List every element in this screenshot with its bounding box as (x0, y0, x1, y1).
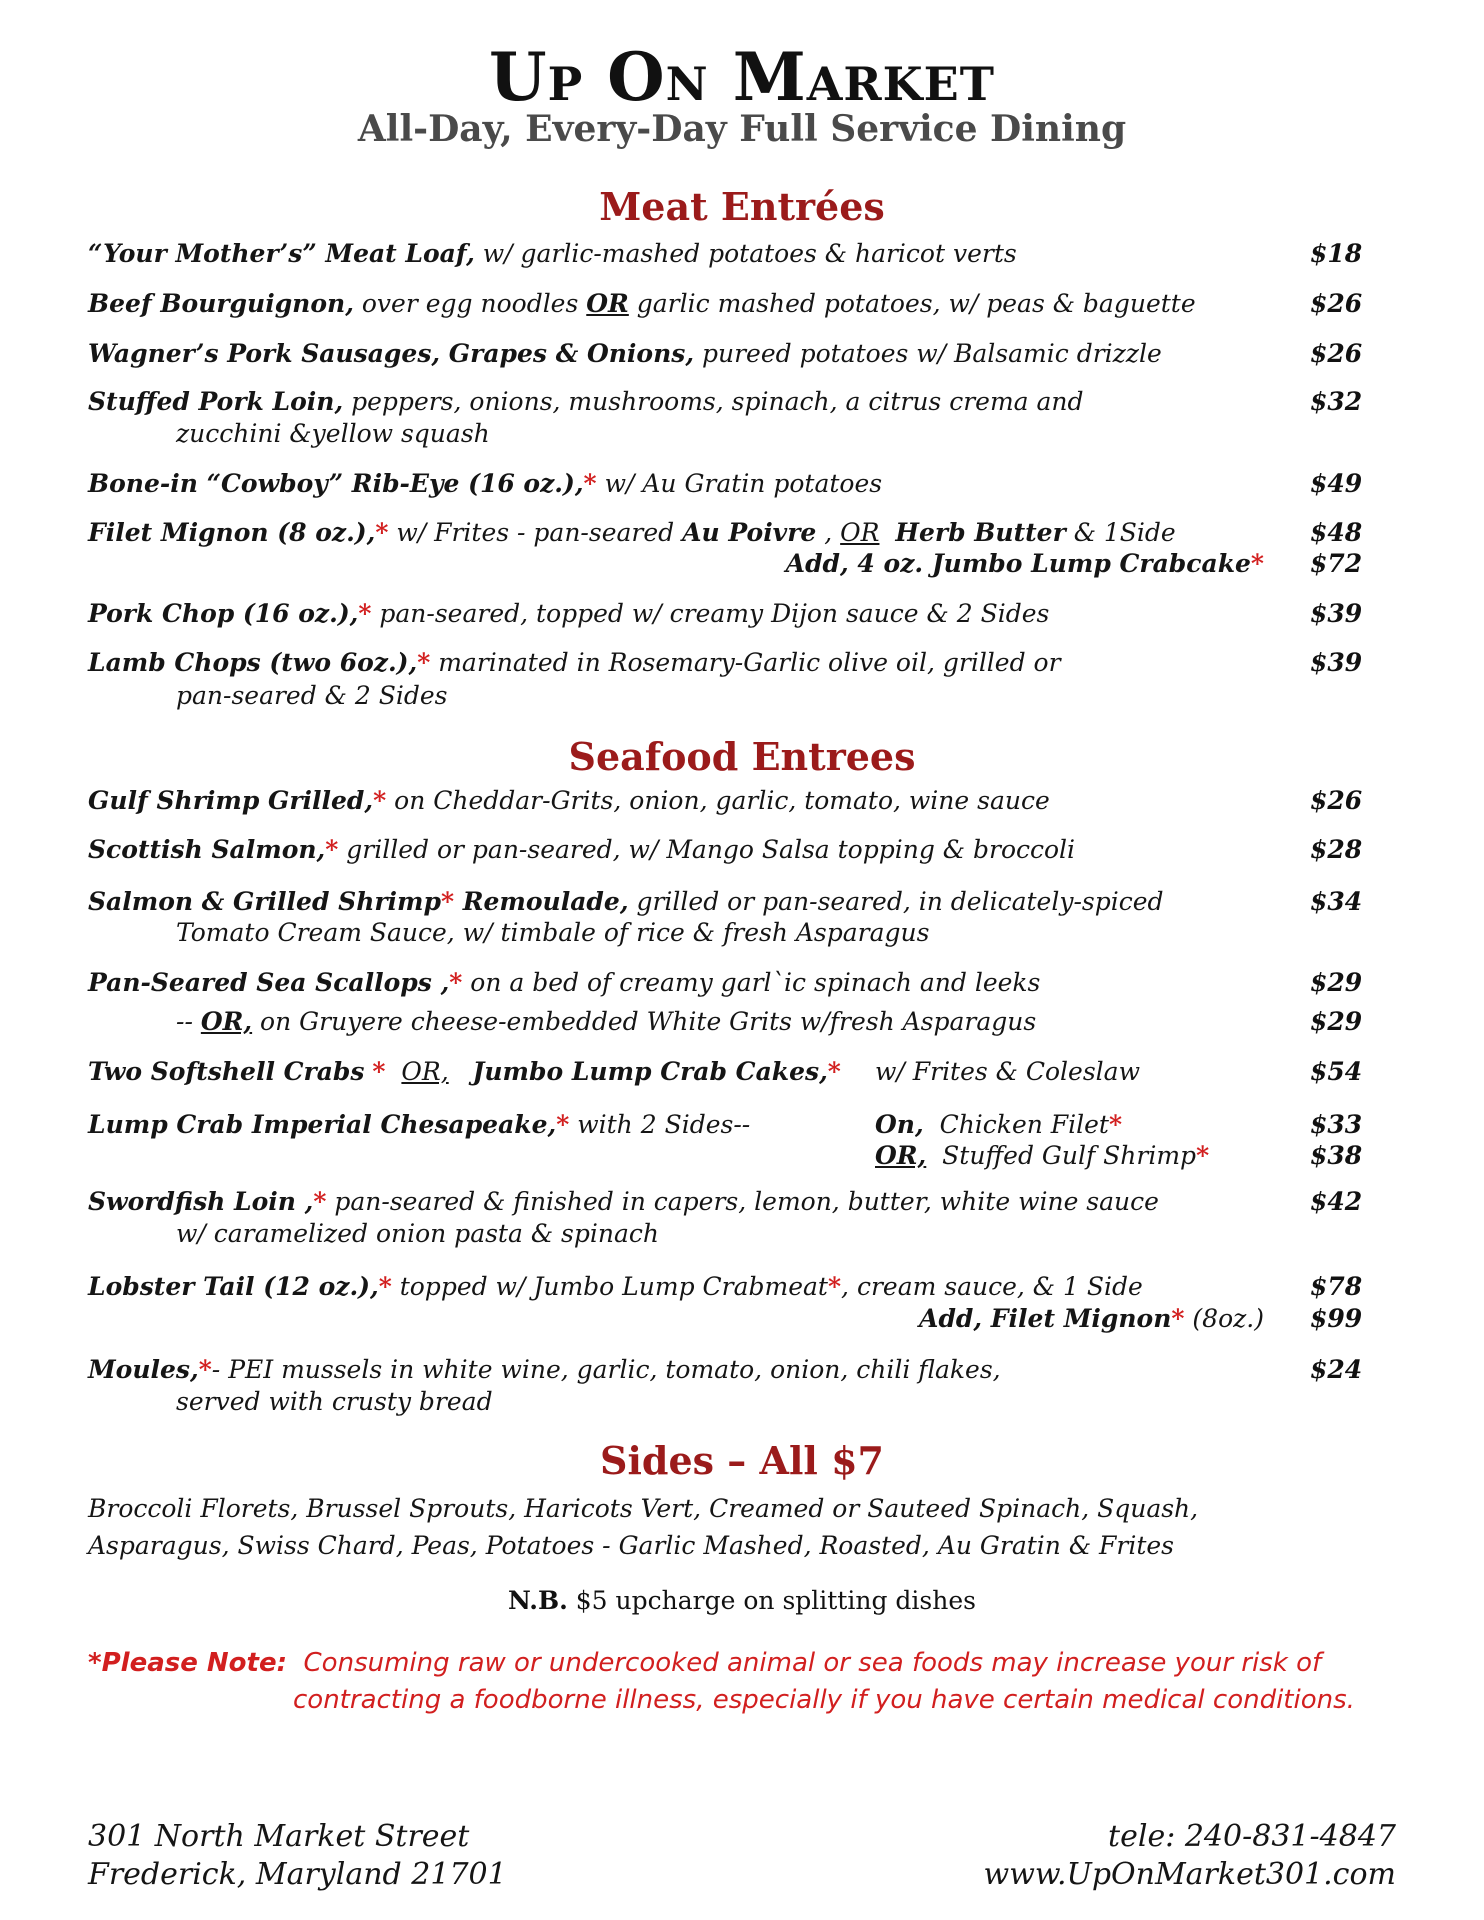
phone-number: tele: 240-831-4847 (1108, 1819, 1396, 1854)
item-alternative: -- OR, on Gruyere cheese-embedded White Grits w/fresh Asparagus (176, 1007, 1037, 1036)
seafood-section-title: Seafood Entrees (568, 734, 916, 779)
menu-item: Lobster Tail (12 oz.),* topped w/ Jumbo Lump Crabmeat*, cream sauce, & 1 Side (88, 1272, 1143, 1301)
health-notice: *Please Note: Consuming raw or undercooked animal or sea foods may increase your risk of (88, 1648, 1322, 1678)
item-price: $29 (1310, 968, 1363, 997)
meat-section-title: Meat Entrées (599, 184, 885, 229)
city-state-zip: Frederick, Maryland 21701 (88, 1857, 507, 1892)
item-price: $32 (1310, 387, 1363, 416)
restaurant-tagline: All-Day, Every-Day Full Service Dining (357, 108, 1127, 150)
item-desc: w/ Frites & Coleslaw (875, 1057, 1140, 1086)
restaurant-name: Up On Market (489, 38, 995, 116)
sides-section-title: Sides – All $7 (600, 1438, 884, 1483)
menu-item: Swordfish Loin ,* pan-seared & finished in capers, lemon, butter, white wine sauce (88, 1187, 1159, 1216)
menu-item: Pan-Seared Sea Scallops ,* on a bed of creamy garl`ic spinach and leeks (88, 968, 1041, 997)
menu-item: Pork Chop (16 oz.),* pan-seared, topped w/ creamy Dijon sauce & 2 Sides (88, 599, 1050, 628)
menu-item: Scottish Salmon,* grilled or pan-seared, w/ Mango Salsa topping & broccoli (88, 835, 1076, 864)
item-alternative-price: $29 (1310, 1007, 1363, 1036)
item-option-price: $38 (1310, 1141, 1363, 1170)
sides-list (88, 1490, 1408, 1564)
menu-item: Bone-in “Cowboy” Rib-Eye (16 oz.),* w/ Au Gratin potatoes (88, 469, 883, 498)
item-desc-continued: Tomato Cream Sauce, w/ timbale of rice & fresh Asparagus (176, 918, 930, 947)
street-address: 301 North Market Street (88, 1819, 470, 1854)
menu-item: Beef Bourguignon, over egg noodles OR garlic mashed potatoes, w/ peas & baguette (88, 289, 1196, 318)
menu-item: Filet Mignon (8 oz.),* w/ Frites - pan-seared Au Poivre , OR Herb Butter & 1Side (88, 518, 1176, 547)
item-price: $26 (1310, 339, 1363, 368)
menu-item: Lump Crab Imperial Chesapeake,* with 2 Sides-- (88, 1110, 751, 1139)
item-add-on: Add, 4 oz. Jumbo Lump Crabcake* (785, 549, 1264, 578)
item-price: $26 (1310, 786, 1363, 815)
item-price: $33 (1310, 1110, 1363, 1139)
menu-item: Lamb Chops (two 6oz.),* marinated in Rosemary-Garlic olive oil, grilled or (88, 648, 1061, 677)
item-option: On, Chicken Filet* (875, 1110, 1123, 1139)
item-option: OR, Stuffed Gulf Shrimp* (875, 1141, 1210, 1170)
website-link[interactable]: www.UpOnMarket301.com (983, 1857, 1396, 1892)
item-add-on-price: $72 (1310, 549, 1363, 578)
item-price: $39 (1310, 648, 1363, 677)
item-price: $24 (1310, 1355, 1363, 1384)
item-add-on: Add, Filet Mignon* (8oz.) (919, 1304, 1264, 1333)
split-upcharge-note: N.B. $5 upcharge on splitting dishes (508, 1586, 976, 1615)
item-price: $34 (1310, 887, 1363, 916)
menu-item: Moules,*- PEI mussels in white wine, garlic, tomato, onion, chili flakes, (88, 1355, 1001, 1384)
sides-line: Broccoli Florets, Brussel Sprouts, Haricots Vert, Creamed or Sauteed Spinach, Squash, (88, 1494, 1199, 1523)
sides-line: Asparagus, Swiss Chard, Peas, Potatoes - Garlic Mashed, Roasted, Au Gratin & Frites (88, 1531, 1174, 1560)
item-price: $48 (1310, 518, 1363, 547)
menu-item: “Your Mother’s” Meat Loaf, w/ garlic-mashed potatoes & haricot verts (88, 239, 1017, 268)
contact (984, 1818, 1396, 1894)
address (88, 1818, 507, 1894)
menu-item: Two Softshell Crabs * OR, Jumbo Lump Crab Cakes,* (88, 1057, 841, 1086)
item-price: $39 (1310, 599, 1363, 628)
item-price: $42 (1310, 1187, 1363, 1216)
menu-item: Salmon & Grilled Shrimp* Remoulade, grilled or pan-seared, in delicately-spiced (88, 887, 1164, 916)
menu-item: Gulf Shrimp Grilled,* on Cheddar-Grits, onion, garlic, tomato, wine sauce (88, 786, 1050, 815)
item-price: $26 (1310, 289, 1363, 318)
item-price: $78 (1310, 1272, 1363, 1301)
item-add-on-price: $99 (1310, 1304, 1363, 1333)
item-desc-continued: served with crusty bread (176, 1387, 493, 1416)
health-notice-continued: contracting a foodborne illness, especially if you have certain medical conditions. (293, 1685, 1355, 1715)
menu-item: Wagner’s Pork Sausages, Grapes & Onions, pureed potatoes w/ Balsamic drizzle (88, 339, 1162, 368)
item-desc-continued: zucchini &yellow squash (176, 419, 490, 448)
menu-item: Stuffed Pork Loin, peppers, onions, mushrooms, spinach, a citrus crema and (88, 387, 1084, 416)
item-desc-continued: pan-seared & 2 Sides (176, 681, 448, 710)
item-price: $49 (1310, 469, 1363, 498)
item-price: $28 (1310, 835, 1363, 864)
item-price: $18 (1310, 239, 1363, 268)
item-desc-continued: w/ caramelized onion pasta & spinach (176, 1219, 659, 1248)
item-price: $54 (1310, 1057, 1363, 1086)
